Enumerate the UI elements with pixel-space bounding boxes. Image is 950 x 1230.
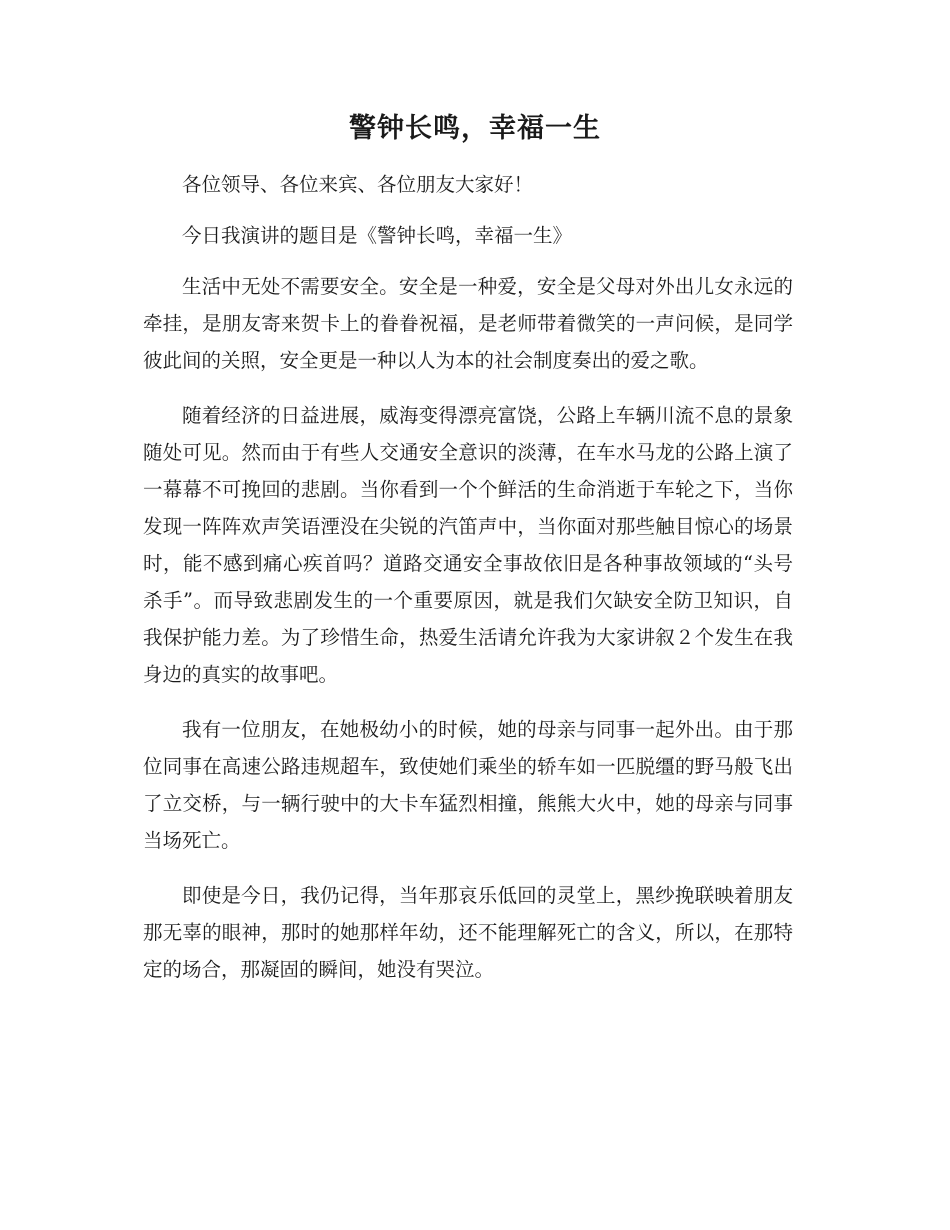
paragraph-friend-story: 我有一位朋友，在她极幼小的时候，她的母亲与同事一起外出。由于那位同事在高速公路违规超车，致使她们乘坐的轿车如一匹脱缰的野马般飞出了立交桥，与一辆行驶中的大卡车猛烈相撞，熊熊大火中，她的母亲与同事当场死亡。: [143, 718, 793, 852]
document-title: 警钟长鸣，幸福一生: [349, 113, 601, 144]
paragraph-topic: 今日我演讲的题目是《警钟长鸣，幸福一生》: [182, 224, 573, 247]
document-body: [143, 166, 793, 1006]
paragraph-traffic: 随着经济的日益进展，威海变得漂亮富饶，公路上车辆川流不息的景象随处可见。然而由于有些人交通安全意识的淡薄，在车水马龙的公路上演了一幕幕不可挽回的悲剧。当你看到一个个鲜活的生命消逝于车轮之下，当你发现一阵阵欢声笑语湮没在尖锐的汽笛声中，当你面对那些触目惊心的场景时，能不感到痛心疾首吗？道路交通安全事故依旧是各种事故领域的“头号杀手”。而导致悲剧发生的一个重要原因，就是我们欠缺安全防卫知识，自我保护能力差。为了珍惜生命，热爱生活请允许我为大家讲叙２个发生在我身边的真实的故事吧。: [143, 404, 793, 686]
paragraph-memory: 即使是今日，我仍记得，当年那哀乐低回的灵堂上，黑纱挽联映着朋友那无辜的眼神，那时的她那样年幼，还不能理解死亡的含义，所以，在那特定的场合，那凝固的瞬间，她没有哭泣。: [143, 884, 793, 981]
paragraph-safety-love: 生活中无处不需要安全。安全是一种爱，安全是父母对外出儿女永远的牵挂，是朋友寄来贺卡上的眷眷祝福，是老师带着微笑的一声问候，是同学彼此间的关照，安全更是一种以人为本的社会制度奏出的爱之歌。: [143, 275, 793, 372]
paragraph-greeting: 各位领导、各位来宾、各位朋友大家好！: [182, 173, 534, 196]
